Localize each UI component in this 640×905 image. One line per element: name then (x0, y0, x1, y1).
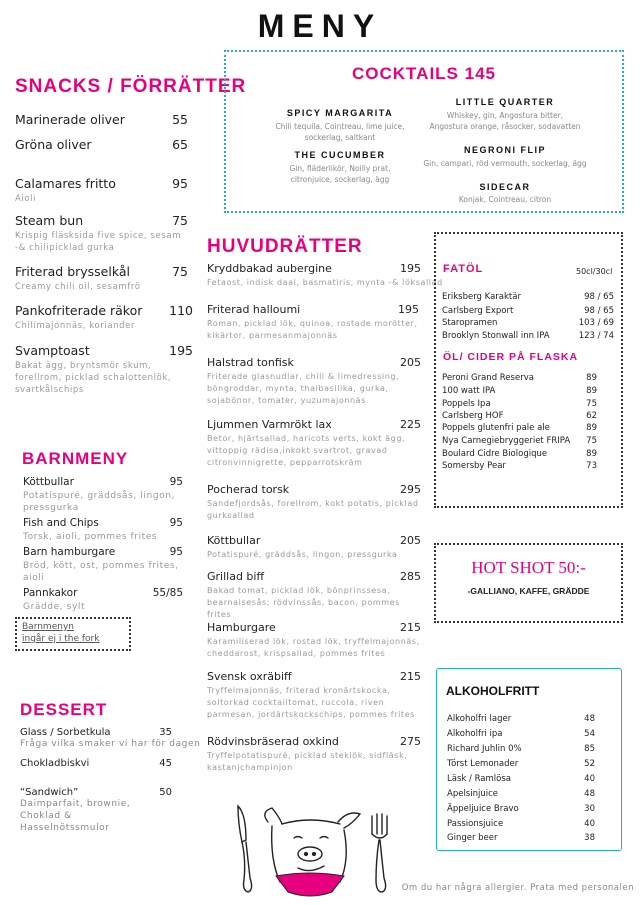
item-desc: Fetaost, indisk daal, basmatiris, mynta -& löksallad (207, 278, 443, 287)
item-price: 95 (169, 517, 183, 529)
snack-item (15, 213, 188, 254)
item-name: Gröna oliver (15, 137, 92, 152)
snack-item (15, 176, 188, 205)
alk-row (447, 714, 595, 724)
item-price: 35 (159, 727, 172, 738)
fatol-row (442, 292, 614, 302)
cocktail-name: NEGRONI FLIP (463, 145, 546, 155)
huvudratter-heading: HUVUDRÄTTER (207, 236, 363, 257)
drink-price: 54 (584, 729, 595, 739)
item-desc: Bakad tomat, picklad lök, bönprinssesa, bearnaisesås; rödvinssås, bacon, pommes frites (207, 586, 400, 619)
drink-price: 75 (586, 436, 597, 446)
barn-item (23, 546, 183, 584)
cocktail-name: SIDECAR (479, 182, 531, 192)
item-price: 55/85 (152, 587, 183, 599)
drink-price: 89 (586, 423, 597, 433)
hotshot-desc: -GALLIANO, KAFFE, GRÄDDE (467, 586, 590, 596)
snack-item (15, 137, 188, 152)
drink-price: 48 (584, 789, 595, 799)
item-desc: Aioli (15, 194, 37, 204)
barnmeny-note-line1: Barnmenyn (22, 622, 74, 632)
page-title: MENY (257, 8, 383, 44)
item-name: Halstrad tonfisk (207, 356, 294, 369)
allergy-note: Om du har några allergier. Prata med personalen (401, 883, 634, 893)
barn-item (23, 476, 183, 514)
alk-row (447, 774, 595, 784)
item-desc: Roman, picklad lök, quinoa, rostade morötter, kikärtor, parmesanmajonnäs (207, 319, 418, 340)
item-desc: Potatispuré, gräddsås, lingon, pressgurka (23, 491, 176, 513)
drink-price: 85 (584, 744, 595, 754)
alk-row (447, 833, 595, 843)
item-desc: Bakat ägg, bryntsmör skum, forellrom, picklad schalottenlök, svartkålschips (15, 361, 172, 395)
item-name: Calamares fritto (15, 176, 116, 191)
item-desc: Torsk, aioli, pommes frites (23, 532, 158, 542)
item-name: Svensk oxräbiff (207, 670, 292, 683)
drink-name: Äppeljuice Bravo (447, 804, 519, 814)
item-name: Hamburgare (207, 621, 276, 634)
cocktail-item (420, 145, 590, 169)
barn-item (23, 587, 183, 613)
item-name: Köttbullar (207, 534, 261, 547)
item-price: 285 (400, 570, 421, 583)
cocktail-desc: Konjak, Cointreau, citron (458, 195, 552, 204)
drink-name: Apelsinjuice (447, 789, 498, 799)
item-price: 205 (400, 534, 421, 547)
cocktail-item (428, 97, 582, 132)
item-desc: Daimparfait, brownie, Choklad & Hasselnötssmulor (20, 799, 131, 833)
flaska-row (442, 449, 597, 459)
main-item (207, 621, 421, 660)
drink-name: Peroni Grand Reserva (442, 373, 534, 383)
flaska-row (442, 423, 597, 433)
pig-with-cutlery-illustration (220, 800, 400, 900)
item-price: 95 (169, 476, 183, 488)
item-desc: Friterade glasnudlar, chili & limedressing, böngroddar, mynta, thaibasilika, gurka, sojabönor, tomater, yuzumajonnäs (207, 372, 400, 405)
alk-row (447, 759, 595, 769)
snack-item (15, 343, 193, 396)
item-price: 55 (172, 112, 188, 127)
cocktail-name: THE CUCUMBER (294, 150, 386, 160)
drink-name: Staropramen (442, 318, 498, 328)
item-desc: Tryffelpotatispuré, picklad steklök, sidfläsk, kastanjchampinjon (207, 751, 408, 772)
cocktail-name: LITTLE QUARTER (455, 97, 555, 107)
flaska-row (442, 373, 597, 383)
item-desc: Chilimajonnäs, koriander (15, 321, 136, 331)
item-desc: Betor, hjärtsallad, haricots verts, kokt ägg, vittoppig rädisa,inkokt svartrot, gravad citronvinnigrette, pepparrotskräm (207, 434, 406, 467)
item-name: Pannkakor (23, 587, 78, 599)
item-desc: Potatispuré, gräddsås, lingon, pressgurka (207, 550, 398, 559)
item-name: Köttbullar (23, 476, 74, 488)
main-item (207, 670, 421, 721)
drink-name: Läsk / Ramlösa (447, 774, 511, 784)
drink-name: Somersby Pear (442, 461, 506, 471)
drink-price: 75 (586, 399, 597, 409)
item-price: 205 (400, 356, 421, 369)
alk-row (447, 729, 595, 739)
main-item (207, 483, 421, 522)
item-desc: Sandefjordsås, forellrom, kokt potatis, picklad gurksallad (207, 499, 419, 520)
cocktail-desc: Whiskey, gin, Angostura bitter, Angostura orange, råsocker, sodavatten (429, 111, 581, 131)
cocktail-desc: Gin, fläderlikör, Noilly prat, citronjuice, sockerlag, ägg (289, 164, 391, 184)
item-name: Marinerade oliver (15, 112, 125, 127)
drink-price: 89 (586, 386, 597, 396)
drink-price: 89 (586, 373, 597, 383)
item-name: “Sandwich” (20, 787, 79, 798)
item-desc: Krispig fläsksida five spice, sesam -& chilipicklad gurka (15, 231, 182, 253)
napkin (276, 873, 344, 896)
item-desc: Karamiliserad lök, rostad lök, tryffelmajonnäs, cheddarost, krispsallad, pommes frites (207, 637, 420, 658)
fatol-unit: 50cl/30cl (576, 267, 613, 276)
alkoholfritt-heading: ALKOHOLFRITT (446, 684, 540, 698)
item-price: 275 (400, 735, 421, 748)
barnmeny-note-line2: ingår ej i the fork (22, 634, 100, 644)
item-name: Kryddbakad aubergine (207, 262, 332, 275)
dessert-item (20, 758, 172, 769)
cocktail-item (270, 108, 410, 143)
drink-name: Alkoholfri ipa (447, 729, 503, 739)
flaska-row (442, 436, 597, 446)
drink-name: Carlsberg Export (442, 306, 514, 316)
item-price: 195 (398, 303, 419, 316)
drink-price: 40 (584, 774, 595, 784)
item-price: 195 (400, 262, 421, 275)
drink-name: Brooklyn Stonwall inn IPA (442, 331, 550, 341)
item-price: 45 (159, 758, 172, 769)
item-price: 75 (172, 213, 188, 228)
fatol-heading: FATÖL (443, 263, 484, 275)
item-price: 195 (169, 343, 193, 358)
hotshot-heading: HOT SHOT 50:- (471, 558, 586, 577)
drink-price: 48 (584, 714, 595, 724)
flaska-heading: ÖL/ CIDER PÅ FLASKA (443, 351, 579, 363)
fatol-row (442, 318, 614, 328)
item-desc: Grädde, sylt (23, 602, 86, 612)
item-price: 215 (400, 621, 421, 634)
drink-name: Poppels glutenfri pale ale (442, 423, 550, 433)
item-price: 215 (400, 670, 421, 683)
drink-name: 100 watt IPA (442, 386, 496, 396)
item-name: Friterad brysselkål (15, 264, 131, 279)
main-item (207, 735, 421, 774)
item-price: 110 (169, 303, 193, 318)
cocktail-item (270, 150, 410, 185)
hotshot-box (434, 543, 623, 623)
alk-row (447, 804, 595, 814)
fatol-row (442, 331, 614, 341)
flaska-row (442, 411, 597, 421)
item-desc: Creamy chili oil, sesamfrö (15, 282, 141, 292)
flaska-row (442, 399, 597, 409)
item-name: Steam bun (15, 213, 84, 228)
drink-name: Nya Carnegiebryggeriet FRIPA (442, 436, 571, 446)
drink-price: 98 / 65 (584, 306, 614, 316)
main-item (207, 262, 443, 289)
drink-name: Ginger beer (447, 833, 498, 843)
barnmeny-note (22, 621, 99, 645)
cocktail-item (440, 182, 570, 205)
item-name: Pankofriterade räkor (15, 303, 143, 318)
barn-item (23, 517, 183, 543)
snack-item (15, 264, 188, 293)
drink-name: Passionsjuice (447, 819, 504, 829)
drink-name: Alkoholfri lager (447, 714, 512, 724)
item-price: 50 (159, 787, 172, 798)
main-item (207, 418, 421, 469)
drink-price: 103 / 69 (578, 318, 614, 328)
item-name: Fish and Chips (23, 517, 99, 529)
alk-row (447, 744, 595, 754)
item-name: Rödvinsbräserad oxkind (207, 735, 339, 748)
alk-row (447, 819, 595, 829)
item-name: Svamptoast (15, 343, 90, 358)
item-price: 95 (169, 546, 183, 558)
drink-price: 38 (584, 833, 595, 843)
item-price: 225 (400, 418, 421, 431)
drink-name: Carlsberg HOF (442, 411, 504, 421)
item-name: Ljummen Varmrökt lax (207, 418, 332, 431)
item-price: 95 (172, 176, 188, 191)
alk-row (447, 789, 595, 799)
main-item (207, 570, 421, 621)
item-name: Barn hamburgare (23, 546, 116, 558)
main-item (207, 356, 421, 407)
drink-price: 89 (586, 449, 597, 459)
dessert-item (20, 727, 201, 750)
cocktails-heading: COCKTAILS 145 (352, 64, 496, 83)
fatol-row (442, 306, 614, 316)
item-name: Pocherad torsk (207, 483, 290, 496)
snacks-heading: SNACKS / FÖRRÄTTER (15, 76, 247, 97)
item-desc: Bröd, kött, ost, pommes frites, aioli (23, 561, 179, 583)
drink-name: Richard Juhlin 0% (447, 744, 522, 754)
flaska-row (442, 461, 597, 471)
main-item (207, 303, 419, 342)
cocktail-name: SPICY MARGARITA (286, 108, 394, 118)
item-desc: Fråga vilka smaker vi har för dagen (20, 739, 201, 749)
dessert-item (20, 787, 172, 834)
drink-price: 52 (584, 759, 595, 769)
item-price: 65 (172, 137, 188, 152)
item-name: Friterad halloumi (207, 303, 301, 316)
dessert-heading: DESSERT (20, 700, 108, 719)
drink-price: 40 (584, 819, 595, 829)
item-name: Glass / Sorbetkula (20, 727, 111, 738)
drink-price: 62 (586, 411, 597, 421)
drink-price: 73 (586, 461, 597, 471)
item-name: Chokladbiskvi (20, 758, 90, 769)
drink-name: Boulard Cidre Biologique (442, 449, 548, 459)
drink-name: Poppels Ipa (442, 399, 491, 409)
snack-item (15, 112, 188, 127)
item-price: 75 (172, 264, 188, 279)
drink-price: 123 / 74 (578, 331, 614, 341)
drink-price: 30 (584, 804, 595, 814)
cocktail-desc: Gin, campari, röd vermouth, sockerlag, ägg (423, 159, 587, 168)
drink-price: 98 / 65 (584, 292, 614, 302)
item-name: Grillad biff (207, 570, 265, 583)
drink-name: Törst Lemonader (447, 759, 519, 769)
snack-item (15, 303, 193, 332)
drink-name: Eriksberg Karaktär (442, 292, 521, 302)
flaska-row (442, 386, 597, 396)
item-price: 295 (400, 483, 421, 496)
barnmeny-heading: BARNMENY (22, 449, 129, 468)
main-item (207, 534, 421, 561)
item-desc: Tryffelmajonnäs, friterad kronärtskocka, soltorkad cocktailtomat, ruccola, riven parmesan, jordärtskockschips, pommes frites (207, 686, 415, 719)
cocktail-desc: Chili tequila, Cointreau, lime juice, sockerlag, saltkant (275, 122, 405, 142)
